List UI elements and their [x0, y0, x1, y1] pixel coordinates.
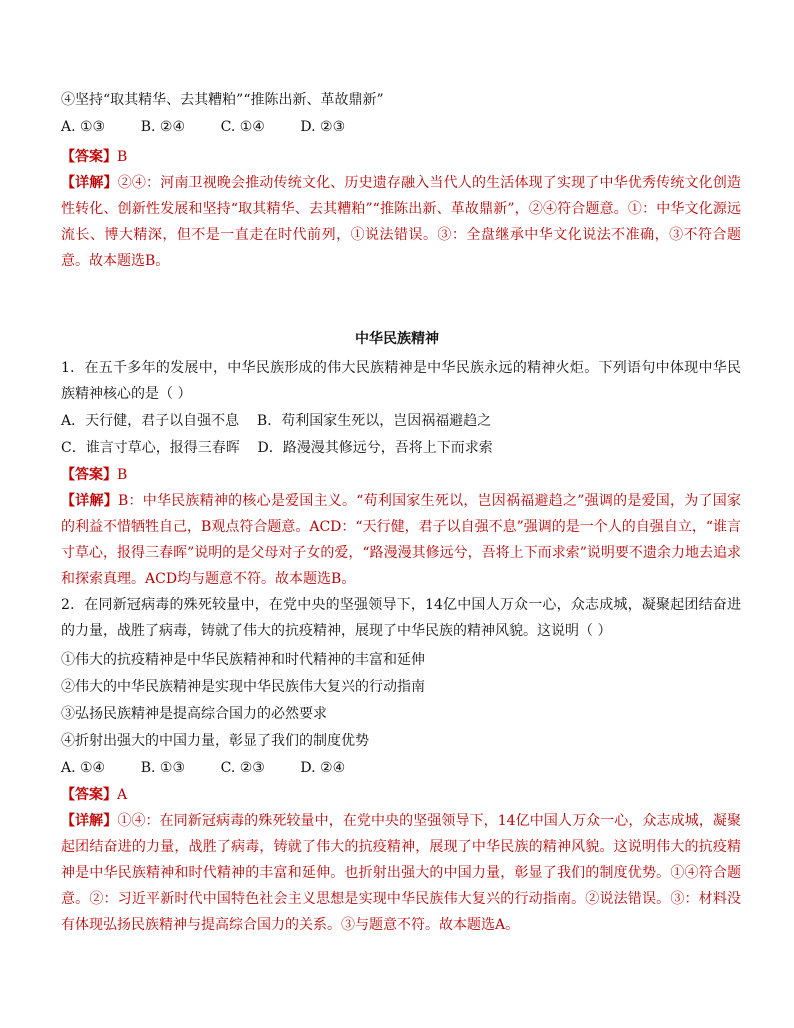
explain-text: B：中华民族精神的核心是爱国主义。“苟利国家生死以，岂因祸福避趋之”强调的是爱国，为了国家的利益不惜牺牲自己，B观点符合题意。ACD：“天行健，君子以自强不息”强调的是一个人的自强自立，“谁言寸草心，报得三春晖”说明的是父母对子女的爱，“路漫漫其修远兮，吾将上下而求索”说明要不遗余力地去追求和探索真理。ACD均与题意不符。故本题选B。 [61, 493, 741, 587]
q2-answer [61, 782, 741, 808]
answer-value: B [117, 467, 128, 483]
explain-tag: 【详解】 [61, 493, 118, 509]
prev-choices: A. ①③ B. ②④ C. ①④ D. ②③ [61, 119, 346, 135]
q2-option-3: ③弘扬民族精神是提高综合国力的必然要求 [61, 706, 327, 722]
prev-option-4: ④坚持“取其精华、去其糟粕”“推陈出新、革故鼎新” [61, 92, 384, 108]
prev-explanation [61, 170, 741, 274]
explain-text: ①④：在同新冠病毒的殊死较量中，在党中央的坚强领导下，14亿中国人万众一心，众志成城，凝聚起团结奋进的力量，战胜了病毒，铸就了伟大的抗疫精神，展现了中华民族的精神风貌。这说明伟大的抗疫精神是中华民族精神和时代精神的丰富和延伸。也折射出强大的中国力量，彰显了我们的制度优势。①④符合题意。②：习近平新时代中国特色社会主义思想是实现中华民族伟大复兴的行动指南。②说法错误。③：材料没有体现弘扬民族精神与提高综合国力的关系。③与题意不符。故本题选A。 [61, 813, 742, 933]
q2-choices: A. ①④ B. ①③ C. ②③ D. ②④ [61, 760, 346, 776]
q1-choices-ab: A．天行健，君子以自强不息 B．苟利国家生死以，岂因祸福避趋之 [61, 413, 492, 429]
q2-option-1: ①伟大的抗疫精神是中华民族精神和时代精神的丰富和延伸 [61, 652, 425, 668]
section-title: 中华民族精神 [355, 331, 439, 347]
explain-text: ②④：河南卫视晚会推动传统文化、历史遗存融入当代人的生活体现了实现了中华优秀传统文化创造性转化、创新性发展和坚持“取其精华、去其糟粕”“推陈出新、革故鼎新”，②④符合题意。①：中华文化源远流长、博大精深，但不是一直走在时代前列，①说法错误。③：全盘继承中华文化说法不准确，③不符合题意。故本题选B。 [61, 175, 742, 269]
explain-tag: 【详解】 [61, 813, 118, 829]
q2-option-4: ④折射出强大的中国力量，彰显了我们的制度优势 [61, 733, 369, 749]
q1-explanation [61, 488, 741, 592]
prev-answer [61, 144, 741, 170]
explain-tag: 【详解】 [61, 175, 118, 191]
q1-choices-cd: C．谁言寸草心，报得三春晖 D．路漫漫其修远兮，吾将上下而求索 [61, 440, 493, 456]
answer-value: B [117, 149, 128, 165]
q2-explanation [61, 808, 741, 938]
q1-stem: 1．在五千多年的发展中，中华民族形成的伟大民族精神是中华民族永远的精神火炬。下列语句中体现中华民族精神核心的是（ ） [61, 360, 741, 402]
q2-stem: 2．在同新冠病毒的殊死较量中，在党中央的坚强领导下，14亿中国人万众一心，众志成城，凝聚起团结奋进的力量，战胜了病毒，铸就了伟大的抗疫精神，展现了中华民族的精神风貌。这说明（ ） [61, 597, 741, 639]
answer-tag: 【答案】 [61, 787, 117, 803]
answer-tag: 【答案】 [61, 467, 117, 483]
answer-value: A [117, 787, 128, 803]
q1-answer [61, 462, 741, 488]
answer-tag: 【答案】 [61, 149, 117, 165]
q2-option-2: ②伟大的中华民族精神是实现中华民族伟大复兴的行动指南 [61, 679, 425, 695]
